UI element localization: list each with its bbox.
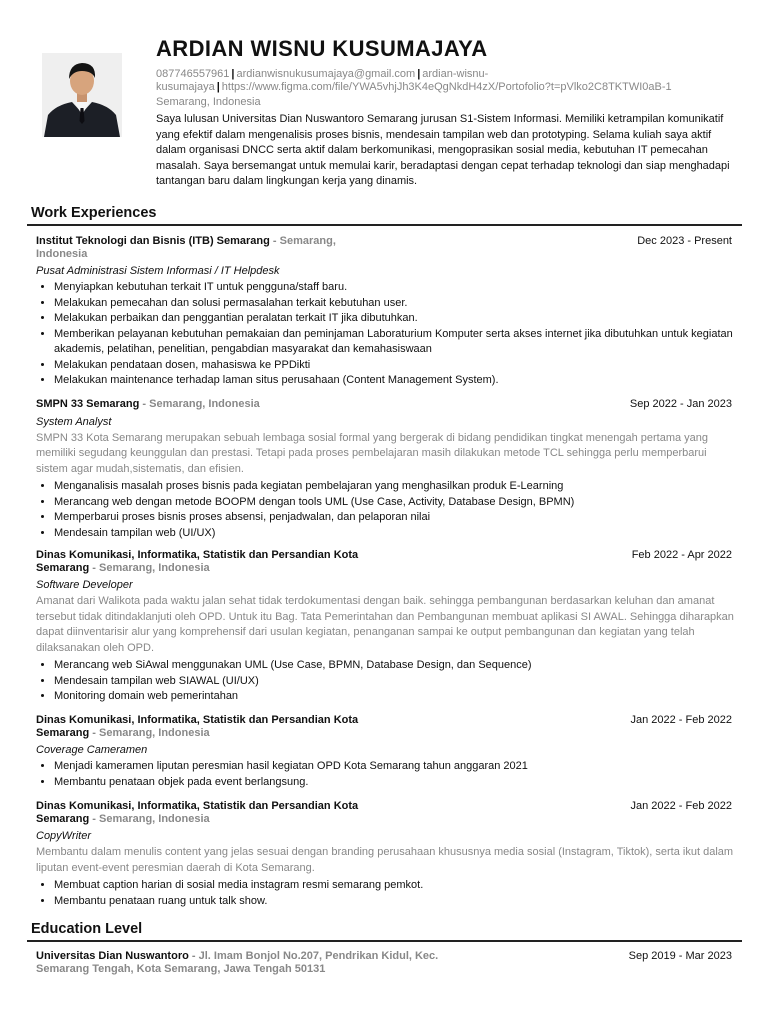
job-responsibilities xyxy=(36,479,736,541)
job-role: System Analyst xyxy=(36,415,112,428)
profile-photo xyxy=(42,53,122,137)
job-entry xyxy=(36,235,736,389)
responsibility-item: • Menyiapkan kebutuhan terkait IT untuk pengguna/staff baru. xyxy=(54,280,736,296)
job-role: Coverage Cameramen xyxy=(36,744,148,756)
company-name: Institut Teknologi dan Bisnis (ITB) Semarang xyxy=(36,235,270,247)
job-date: Dec 2023 - Present xyxy=(637,235,732,247)
job-role: CopyWriter xyxy=(36,830,92,842)
job-header: Institut Teknologi dan Bisnis (ITB) Semarang - Semarang, Indonesia Dec 2023 - Present xyxy=(36,235,732,260)
phone-number[interactable]: 087746557961 xyxy=(156,68,230,80)
responsibility-item: • Mendesain tampilan web (UI/UX) xyxy=(54,526,736,542)
responsibility-item: • Merancang web SiAwal menggunakan UML (Use Case, BPMN, Database Design, dan Sequence) xyxy=(54,658,736,674)
responsibility-item: • Membuat caption harian di sosial media instagram resmi semarang pemkot. xyxy=(54,878,736,894)
candidate-location: Semarang, Indonesia xyxy=(156,96,261,108)
job-date: Jan 2022 - Feb 2022 xyxy=(630,714,732,726)
job-header: Dinas Komunikasi, Informatika, Statistik dan Persandian Kota Semarang - Semarang, Indonesia Jan 2022 - Feb 2022 xyxy=(36,800,732,825)
contact-line xyxy=(156,68,736,93)
job-entry xyxy=(36,800,736,909)
job-responsibilities xyxy=(36,280,736,389)
job-date: Feb 2022 - Apr 2022 xyxy=(631,549,732,561)
job-header: SMPN 33 Semarang - Semarang, Indonesia Sep 2022 - Jan 2023 xyxy=(36,398,732,410)
section-divider xyxy=(27,940,742,942)
job-date: Sep 2022 - Jan 2023 xyxy=(629,398,732,410)
job-description: Membantu dalam menulis content yang jelas sesuai dengan branding perusahaan khususnya media sosial (Instagram, Tiktok), serta ikut dalam liputan event-event peresmian daerah di Kota Semarang. xyxy=(36,846,734,874)
responsibility-item: • Melakukan perbaikan dan penggantian peralatan terkait IT jika dibutuhkan. xyxy=(54,311,736,327)
responsibility-item: • Menganalisis masalah proses bisnis pada kegiatan pembelajaran yang menghasilkan produk E-Learning xyxy=(54,479,736,495)
job-responsibilities xyxy=(36,658,736,705)
responsibility-item: • Memperbarui proses bisnis proses absensi, penjadwalan, dan pelaporan nilai xyxy=(54,510,736,526)
job-responsibilities xyxy=(36,878,736,909)
job-header: Dinas Komunikasi, Informatika, Statistik dan Persandian Kota Semarang - Semarang, Indonesia Jan 2022 - Feb 2022 xyxy=(36,714,732,739)
job-entry xyxy=(36,714,736,790)
separator: | xyxy=(231,68,235,80)
education-heading: Education Level xyxy=(31,921,143,937)
responsibility-item: • Membantu penataan objek pada event berlangsung. xyxy=(54,775,736,791)
profile-summary: Saya lulusan Universitas Dian Nuswantoro Semarang jurusan S1-Sistem Informasi. Memiliki ketrampilan komunikatif yang efektif dalam mengenalisis proses bisnis, mendesain tampilan web dan prototyping. Selama kuliah saya aktif dalam organisasi DNCC serta aktif dalam berkomunikasi, mengoprasikan sosial media, kebutuhan IT pemecahan masalah. Saya bersemangat untuk memulai karir, beradaptasi dengan cepat terhadap teknologi dan siap menghadapi tantangan baru dalam lingkungan kerja yang dinamis. xyxy=(156,113,730,187)
company-location: Semarang, Indonesia xyxy=(98,726,210,739)
company-name: Dinas Komunikasi, Informatika, Statistik dan Persandian Kota Semarang xyxy=(36,800,359,825)
job-role: Software Developer xyxy=(36,579,133,591)
job-date: Jan 2022 - Feb 2022 xyxy=(630,800,732,812)
separator: | xyxy=(417,68,421,80)
email-link[interactable]: ardianwisnukusumajaya@gmail.com xyxy=(236,68,416,80)
job-description: Amanat dari Walikota pada waktu jalan sehat tidak terdokumentasi dengan baik. sehingga pembangunan berdasarkan keluhan dan amanat tersebut tidak ditindaklanjuti oleh OPD. Untuk itu Bag. Tata Pemerintahan dan Pembangunan membuat aplikasi SI AWAL. Sehingga diharapkan dapat diinventarisir alur yang komprehensif dari usulan kegiatan, penanganan sampai ke output pembangunan dan kegiatan yang telah dilaksanakan oleh OPD. xyxy=(36,595,734,654)
responsibility-item: • Mendesain tampilan web SIAWAL (UI/UX) xyxy=(54,674,736,690)
job-header: Dinas Komunikasi, Informatika, Statistik dan Persandian Kota Semarang - Semarang, Indonesia Feb 2022 - Apr 2022 xyxy=(36,549,732,574)
responsibility-item: • Monitoring domain web pemerintahan xyxy=(54,689,736,705)
company-name: Dinas Komunikasi, Informatika, Statistik dan Persandian Kota Semarang xyxy=(36,549,359,574)
responsibility-item: • Melakukan pemecahan dan solusi permasalahan terkait kebutuhan user. xyxy=(54,296,736,312)
person-portrait-icon xyxy=(42,53,122,137)
job-entry xyxy=(36,549,736,705)
responsibility-item: • Memberikan pelayanan kebutuhan pemakaian dan peminjaman Laboraturium Komputer serta akses internet jika dibutuhkan untuk kegiatan akademis, pelatihan, penelitian, pengabdian masyarakat dan kemahasiswaan xyxy=(54,327,736,358)
education-entry xyxy=(36,950,736,975)
candidate-name: ARDIAN WISNU KUSUMAJAYA xyxy=(156,36,488,61)
responsibility-item: • Membantu penataan ruang untuk talk show. xyxy=(54,894,736,910)
job-responsibilities xyxy=(36,759,736,790)
work-experience-heading: Work Experiences xyxy=(31,205,157,221)
company-location: Semarang, Indonesia xyxy=(149,398,260,410)
responsibility-item: • Melakukan maintenance terhadap laman situs perusahaan (Content Management System). xyxy=(54,373,736,389)
linkedin-link[interactable]: ardian-wisnu-kusumajaya xyxy=(156,68,489,93)
section-divider xyxy=(27,224,742,226)
job-entry xyxy=(36,398,736,541)
company-name: SMPN 33 Semarang xyxy=(36,398,140,410)
job-role: Pusat Administrasi Sistem Informasi / IT Helpdesk xyxy=(36,265,280,277)
company-location: Semarang, Indonesia xyxy=(36,235,336,260)
responsibility-item: • Merancang web dengan metode BOOPM dengan tools UML (Use Case, Activity, Database Design, BPMN) xyxy=(54,495,736,511)
separator: | xyxy=(216,80,220,93)
school-address: Jl. Imam Bonjol No.207, Pendrikan Kidul, Kec. Semarang Tengah, Kota Semarang, Jawa Tengah 50131 xyxy=(36,950,439,975)
job-description: SMPN 33 Kota Semarang merupakan sebuah lembaga sosial formal yang bergerak di bidang pendidikan tingkat menengah pertama yang memiliki segudang keunggulan dan prestasi. Tetapi pada proses pembelajaran masih dilakukan metode TCL sehingga perlu memperbarui sistem agar mudah,sistematis, dan efisien. xyxy=(36,431,709,475)
company-location: Semarang, Indonesia xyxy=(98,561,210,574)
education-date: Sep 2019 - Mar 2023 xyxy=(628,950,732,962)
responsibility-item: • Menjadi kameramen liputan peresmian hasil kegiatan OPD Kota Semarang tahun anggaran 2021 xyxy=(54,759,736,775)
company-location: Semarang, Indonesia xyxy=(98,812,210,825)
responsibility-item: • Melakukan pendataan dosen, mahasiswa ke PPDikti xyxy=(54,358,736,374)
company-name: Dinas Komunikasi, Informatika, Statistik dan Persandian Kota Semarang xyxy=(36,714,359,739)
portfolio-link[interactable]: https://www.figma.com/file/YWA5vhjJh3K4eQgNkdH4zX/Portofolio?t=pVlko2C8TKTWI0aB-1 xyxy=(221,80,672,93)
education-header: Universitas Dian Nuswantoro - Jl. Imam Bonjol No.207, Pendrikan Kidul, Kec. Semarang Tengah, Kota Semarang, Jawa Tengah 50131 Sep 2019 - Mar 2023 xyxy=(36,950,732,975)
school-name: Universitas Dian Nuswantoro xyxy=(36,950,189,962)
